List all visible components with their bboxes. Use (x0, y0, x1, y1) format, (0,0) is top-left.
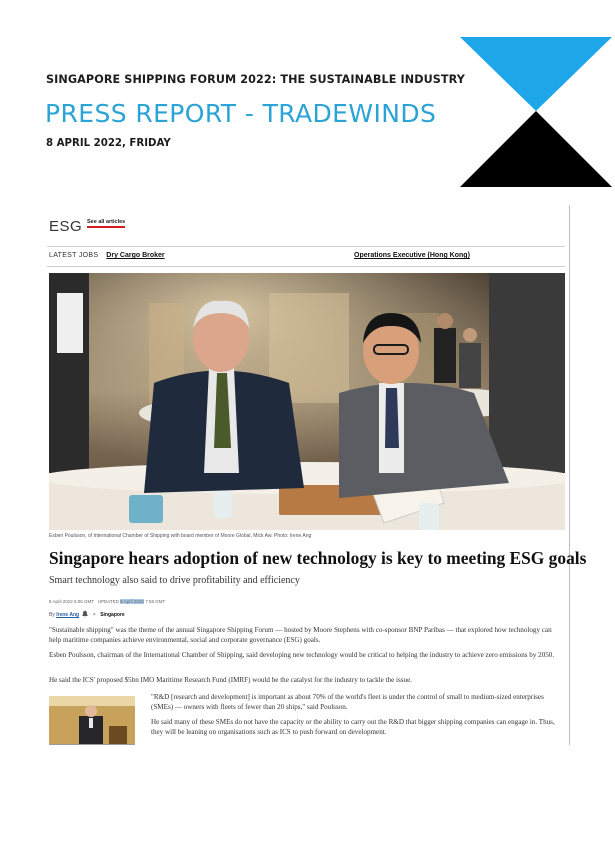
logo-triangle-bottom (460, 111, 612, 187)
inline-photo (49, 696, 135, 745)
article-subtitle: Smart technology also said to drive profitability and efficiency (49, 575, 300, 586)
paragraph-5: He said many of these SMEs do not have the capacity or the ability to carry out the R&D that bigger shipping companies can engage in. Thus, they will be leaning on organisations such as ICS to push forward on development. (151, 718, 555, 736)
logo-triangle-top (460, 37, 612, 111)
event-kicker: SINGAPORE SHIPPING FORUM 2022: THE SUSTAINABLE INDUSTRY (46, 73, 465, 86)
forum-photo-illustration (49, 273, 565, 530)
publish-meta (49, 599, 165, 604)
paragraph-2: Esben Poulsson, chairman of the International Chamber of Shipping, said developing new technology would be critical to helping the industry to achieve zero emissions by 2050. (49, 651, 555, 659)
divider (47, 266, 565, 267)
updated-label: UPDATED (97, 599, 119, 604)
job-link-operations[interactable]: Operations Executive (Hong Kong) (354, 252, 470, 259)
published-time: 8 April 2022 6:06 GMT (49, 599, 94, 604)
latest-jobs-label: LATEST JOBS (49, 252, 99, 259)
article-title: Singapore hears adoption of new technology is key to meeting ESG goals (49, 548, 587, 568)
byline (49, 610, 125, 618)
bell-icon[interactable] (81, 610, 89, 618)
speaker-photo-illustration (49, 696, 135, 744)
clipping-border (569, 205, 570, 745)
author-link[interactable]: Irene Ang (56, 612, 80, 618)
close-icon[interactable]: × (92, 612, 96, 618)
job-link-dry-cargo[interactable]: Dry Cargo Broker (106, 252, 165, 259)
section-header (49, 218, 82, 238)
section-name: ESG (49, 218, 83, 235)
by-label: By (49, 612, 55, 618)
report-date: 8 APRIL 2022, FRIDAY (46, 138, 171, 149)
paragraph-1: "Sustainable shipping" was the theme of the annual Singapore Shipping Forum — hosted by Moore Stephens with co-sponsor BNP Paribas — that explored how technology can help maritime companies achieve environmental, social and corporate governance (ESG) goals. (49, 626, 552, 644)
updated-date: 8 April 2022 (120, 599, 144, 604)
see-all-link[interactable]: See all articles (87, 219, 125, 228)
paragraph-3: He said the ICS' proposed $5bn IMO Maritime Research Fund (IMRF) would be the catalyst for the industry to tackle the issue. (49, 676, 412, 684)
divider (47, 246, 565, 247)
paragraph-4: "R&D [research and development] is important as about 70% of the world's fleet is under the control of small to medium-sized enterprises (SMEs) — owners with fleets of fewer than 20 ships," said Poulsson. (151, 693, 544, 711)
latest-jobs-bar (49, 252, 565, 259)
article-photo (49, 273, 565, 530)
tag-singapore[interactable]: Singapore (100, 612, 125, 618)
updated-time: 7:58 GMT (145, 599, 166, 604)
photo-caption: Esben Poulsson, of International Chamber of Shipping with board member of Moore Global, Mick Aw. Photo: Irene Ang (49, 533, 312, 539)
report-headline: PRESS REPORT - TRADEWINDS (45, 99, 437, 128)
article-clipping (47, 210, 587, 746)
